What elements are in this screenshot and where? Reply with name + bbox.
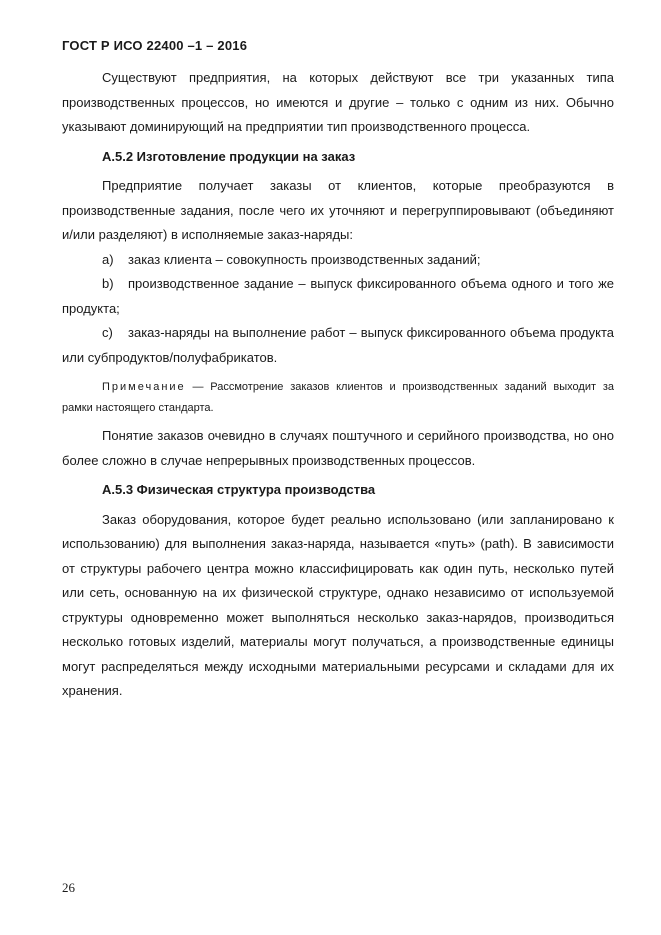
note-text: — Рассмотрение заказов клиентов и производственных заданий выходит за рамки настоящего стандарта. [62, 381, 614, 414]
list-marker: а) [102, 251, 114, 267]
section-heading-a52: А.5.2 Изготовление продукции на заказ [102, 148, 356, 164]
section-heading-a53: А.5.3 Физическая структура производства [102, 482, 376, 497]
page-number: 26 [62, 880, 75, 895]
document-header: ГОСТ Р ИСО 22400 –1 – 2016 [62, 38, 248, 53]
a52-paragraph-2: Понятие заказов очевидно в случаях поштучного и серийного производства, но оно более сложно в случае непрерывных производственных процессов. [62, 428, 614, 468]
list-item [62, 321, 614, 370]
note-label: Примечание [102, 381, 186, 393]
a53-paragraph: Заказ оборудования, которое будет реально использовано (или запланировано к использованию) для выполнения заказ-наряда, называется «путь» (path). В зависимости от структуры рабочего центра можно классифицировать как один путь, несколько путей или сеть, основанную на их физической структуре, однако независимо от используемой структуры одновременно может выполняться несколько заказ-нарядов, производиться несколько готовых изделий, материалы могут получаться, а производственные единицы могут распределяться между исходными материальными ресурсами и складами для их хранения. [62, 511, 614, 698]
list-item-text: заказ клиента – совокупность производственных заданий; [128, 251, 481, 267]
intro-paragraph: Существуют предприятия, на которых действуют все три указанных типа производственных процессов, но имеются и другие – только с одним из них. Обычно указывают доминирующий на предприятии тип производственного процесса. [62, 70, 614, 134]
a52-paragraph: Предприятие получает заказы от клиентов, которые преобразуются в производственные задания, после чего их уточняют и перегруппировывают (объединяют и/или разделяют) в исполняемые заказ-наряды: [62, 178, 614, 242]
document-body [62, 66, 614, 704]
list-marker: с) [102, 325, 113, 340]
list-marker: b) [102, 276, 114, 291]
list-item-text: производственное задание – выпуск фиксированного объема одного и того же продукта; [62, 276, 614, 316]
list-item [62, 272, 614, 321]
list-item [62, 248, 614, 273]
list-item-text: заказ-наряды на выполнение работ – выпуск фиксированного объема продукта или субпродуктов/полуфабрикатов. [62, 325, 614, 365]
note [62, 377, 614, 419]
